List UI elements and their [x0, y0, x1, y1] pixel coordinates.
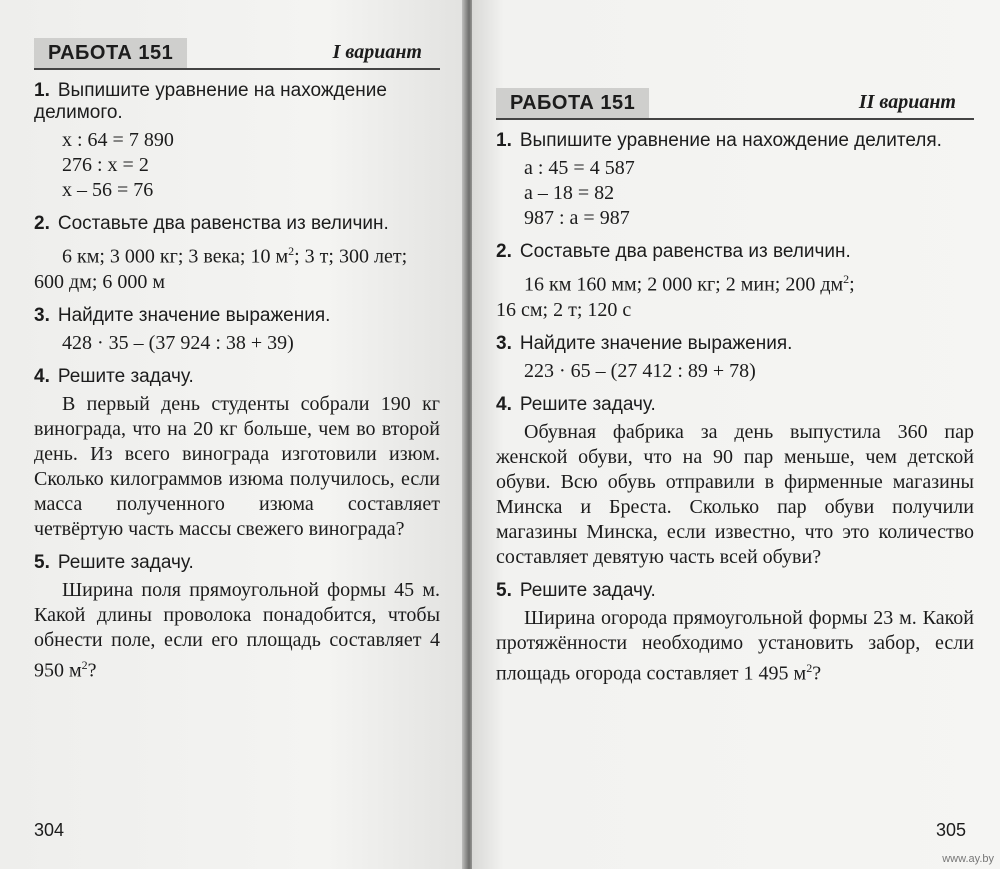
quantities-line: 600 дм; 6 000 м — [34, 270, 166, 293]
watermark: www.ay.by — [942, 853, 994, 865]
task-2: 2. Составьте два равенства из величин. — [34, 213, 389, 234]
work-label: РАБОТА 151 — [496, 88, 649, 118]
expression: 223 · 65 – (27 412 : 89 + 78) — [524, 359, 756, 382]
task-4: 4. Решите задачу. — [34, 365, 194, 387]
variant-label: I вариант — [332, 41, 422, 63]
equation: a – 18 = 82 — [524, 182, 615, 204]
quantities-line: 6 км; 3 000 кг; 3 века; 10 $м^2$; 3 т; 300 лет; — [62, 244, 408, 268]
page-number: 305 — [935, 820, 966, 840]
right-header — [496, 82, 974, 120]
task-1: 1. Выпишите уравнение на нахождение делителя. — [496, 130, 942, 151]
expression: 428 · 35 – (37 924 : 38 + 39) — [62, 331, 294, 354]
task-3: 3. Найдите значение выражения. — [496, 332, 793, 354]
task-4: 4. Решите задачу. — [496, 393, 656, 415]
left-page — [0, 0, 466, 869]
task-1: 1. Выпишите уравнение на нахождение делимого. — [34, 80, 387, 123]
problem-text: Ширина поля прямоугольной формы 45 м. Какой длины проволока понадобится, чтобы обнести поле, если его площадь составляет 4 950 $м^2$? — [34, 578, 440, 682]
problem-text: В первый день студенты собрали 190 кг винограда, что на 20 кг больше, чем во второй день. Из всего винограда изготовили изюм. Сколько килограммов изюма получилось, если масса полученного изюма составляет четвёртую часть массы свежего винограда? — [34, 392, 440, 540]
right-page — [472, 0, 1000, 869]
quantities-line: 16 км 160 мм; 2 000 кг; 2 мин; 200 $дм^2$; — [524, 272, 855, 296]
equation: x – 56 = 76 — [62, 179, 154, 201]
task-5: 5. Решите задачу. — [496, 579, 656, 601]
task-2: 2. Составьте два равенства из величин. — [496, 241, 851, 262]
variant-label: II вариант — [858, 91, 956, 113]
left-header — [34, 32, 440, 70]
equation: 987 : a = 987 — [524, 207, 630, 229]
equation: a : 45 = 4 587 — [524, 157, 635, 179]
problem-text: Ширина огорода прямоугольной формы 23 м. Какой протяжённости необходимо установить забор, если площадь огорода составляет 1 495 $м^2$? — [496, 606, 974, 685]
equation: x : 64 = 7 890 — [62, 129, 174, 151]
problem-text: Обувная фабрика за день выпустила 360 пар женской обуви, что на 90 пар меньше, чем детской обуви. Всю обувь отправили в фирменные магазины Минска и Бреста. Сколько пар обуви получили магазины Минска, если известно, что это количество составляет девятую часть всей обуви? — [496, 420, 974, 568]
page-number: 304 — [34, 820, 65, 840]
quantities-line: 16 см; 2 т; 120 с — [496, 298, 632, 321]
task-5: 5. Решите задачу. — [34, 551, 194, 573]
work-label: РАБОТА 151 — [34, 38, 187, 68]
task-3: 3. Найдите значение выражения. — [34, 304, 331, 326]
equation: 276 : x = 2 — [62, 154, 149, 176]
